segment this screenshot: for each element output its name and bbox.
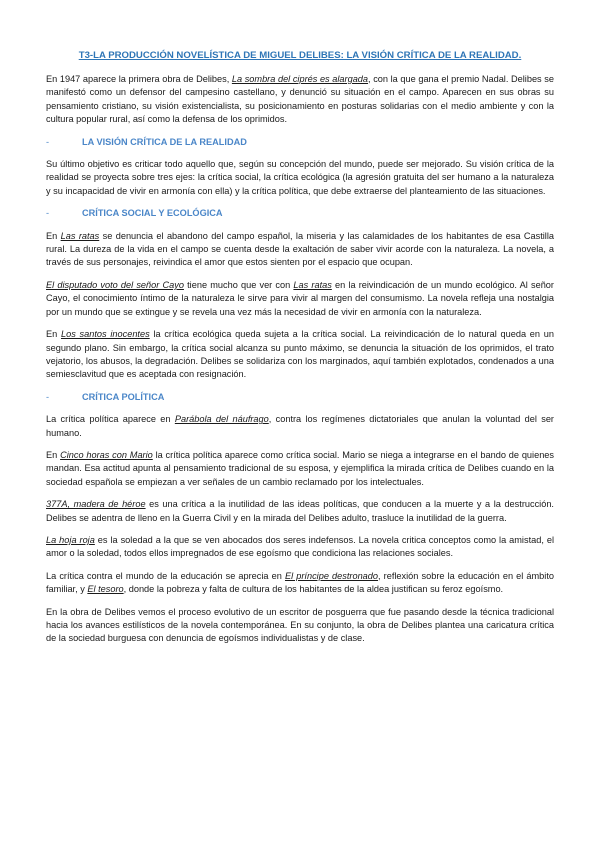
bullet-dash: - (46, 208, 50, 219)
madera-heroe-paragraph (46, 498, 554, 525)
work-title: El tesoro (87, 584, 124, 595)
work-title: La sombra del ciprés es alargada (231, 74, 369, 84)
cinco-horas-paragraph (46, 449, 554, 489)
work-title: Las ratas (293, 279, 332, 290)
santos-inocentes-paragraph (46, 328, 554, 382)
work-title: Los santos inocentes (60, 329, 150, 340)
hoja-roja-paragraph (46, 534, 554, 561)
bullet-dash: - (46, 391, 50, 402)
text-run: En 1947 aparece la primera obra de Delibes, (46, 74, 232, 84)
text-run: es la soledad a la que se ven abocados dos seres indefensos. La novela critica conceptos como la amistad, el amor o la soledad, todos ellos impregnados de ese egoísmo que condiciona las relaciones sociales. (46, 534, 555, 559)
work-title: Las ratas (60, 230, 100, 241)
conclusion-paragraph: En la obra de Delibes vemos el proceso evolutivo de un escritor de posguerra que fue pasando desde la técnica tradicional hacia los avances estilísticos de la novela contemporánea. En su conjunto, la obra de Delibes plantea una caricatura crítica de la sociedad burguesa con denuncia de egoísmos individualistas y de clase. (46, 606, 554, 644)
text-run: La crítica política aparece en (46, 414, 175, 425)
section-heading-label: CRÍTICA SOCIAL Y ECOLÓGICA (82, 208, 223, 219)
work-title: 377A, madera de héroe (46, 499, 146, 510)
section-heading-critica-politica (46, 391, 554, 404)
work-title: Cinco horas con Mario (60, 449, 153, 460)
educacion-paragraph (46, 570, 554, 597)
las-ratas-paragraph (46, 230, 554, 270)
senor-cayo-paragraph (46, 279, 554, 319)
text-run: , con la que gana el premio Nadal. Delibes se manifestó como un defensor del campesino castellano, y denunció su situación en el campo. Aparecen en sus obras su pensamiento cristiano, su visión existencialista, su posicionamiento en posturas solidarias con el medio ambiente y con la cultura popular rural, así como la defensa de los oprimidos. (46, 74, 554, 125)
text-run: en la reivindicación de un mundo ecológico. Al señor Cayo, el conocimiento íntimo de la naturaleza le sirve para vivir al margen del consumismo. La novela refleja una nostalgia por un mundo que se extingue y se revela una vez más la necesidad de vivir en armonía con la naturaleza. (46, 279, 554, 317)
text-run: La crítica contra el mundo de la educación se aprecia en (46, 570, 285, 581)
text-run: En (46, 329, 61, 340)
section-heading-vision-critica (46, 136, 554, 149)
text-run: , contra los regímenes dictatoriales que anulan la voluntad del ser humano. (46, 414, 554, 438)
text-run: tiene mucho que ver con (183, 279, 294, 290)
work-title: El disputado voto del señor Cayo (46, 279, 184, 290)
text-run: la crítica ecológica queda sujeta a la crítica social. La reivindicación de lo natural queda en un segundo plano. Sin embargo, la crítica social alcanza su punto máximo, se denuncia la situación de los oprimidos, el trato vejatorio, los abusos, la degradación. Delibes se solidariza con los marginados, aquí también explotados, condenados a una semiesclavitud que es aceptada con resignación. (46, 329, 554, 380)
text-run: la crítica política aparece como crítica social. Mario se niega a integrarse en el bando de quienes mandan. Esa actitud apunta al pensamiento tradicional de su esposa, y ejemplifica la mirada crítica de Delibes cuando en la sociedad española se empiezan a ver señales de un cambio reclamado por los intelectuales. (46, 449, 555, 487)
intro-paragraph (46, 73, 554, 127)
text-run: En (46, 449, 61, 460)
section-heading-label: CRÍTICA POLÍTICA (82, 391, 165, 402)
text-run: se denuncia el abandono del campo español, la miseria y las calamidades de los habitantes de esa Castilla rural. La dureza de la vida en el campo se cuenta desde la exaltación de saber vivir acorde con la naturaleza. La novela, a través de sus personajes, reivindica el amor que estos sienten por el espacio que ocupan. (46, 230, 554, 268)
parabola-paragraph (46, 413, 554, 440)
bullet-dash: - (46, 136, 50, 147)
work-title: El príncipe destronado (284, 570, 379, 581)
vision-critica-paragraph: Su último objetivo es criticar todo aquello que, según su concepción del mundo, puede ser mejorado. Su visión crítica de la realidad se proyecta sobre tres ejes: la crítica social, la crítica ecológica (la agresión gratuita del ser humano a la naturaleza y su incapacidad de vivir en armonía con ella) y la crítica política, que debe extraerse del planteamiento de las situaciones. (46, 159, 554, 196)
text-run: es una crítica a la inutilidad de las ideas políticas, que conducen a la muerte y a la destrucción. Delibes se adentra de lleno en la Guerra Civil y en la mirada del Delibes adulto, trasluce la inutilidad de la guerra. (46, 499, 554, 523)
section-heading-critica-social (46, 207, 554, 220)
text-run: En (46, 230, 61, 241)
document-title: T3-LA PRODUCCIÓN NOVELÍSTICA DE MIGUEL DELIBES: LA VISIÓN CRÍTICA DE LA REALIDAD. (78, 50, 522, 61)
text-run: , donde la pobreza y falta de cultura de los habitantes de la aldea justifican su feroz egoísmo. (123, 584, 504, 595)
work-title: La hoja roja (46, 534, 95, 545)
work-title: Parábola del náufrago (174, 414, 269, 425)
section-heading-label: LA VISIÓN CRÍTICA DE LA REALIDAD (82, 136, 247, 147)
text-run: , reflexión sobre la educación en el ámbito familiar, y (46, 570, 554, 595)
